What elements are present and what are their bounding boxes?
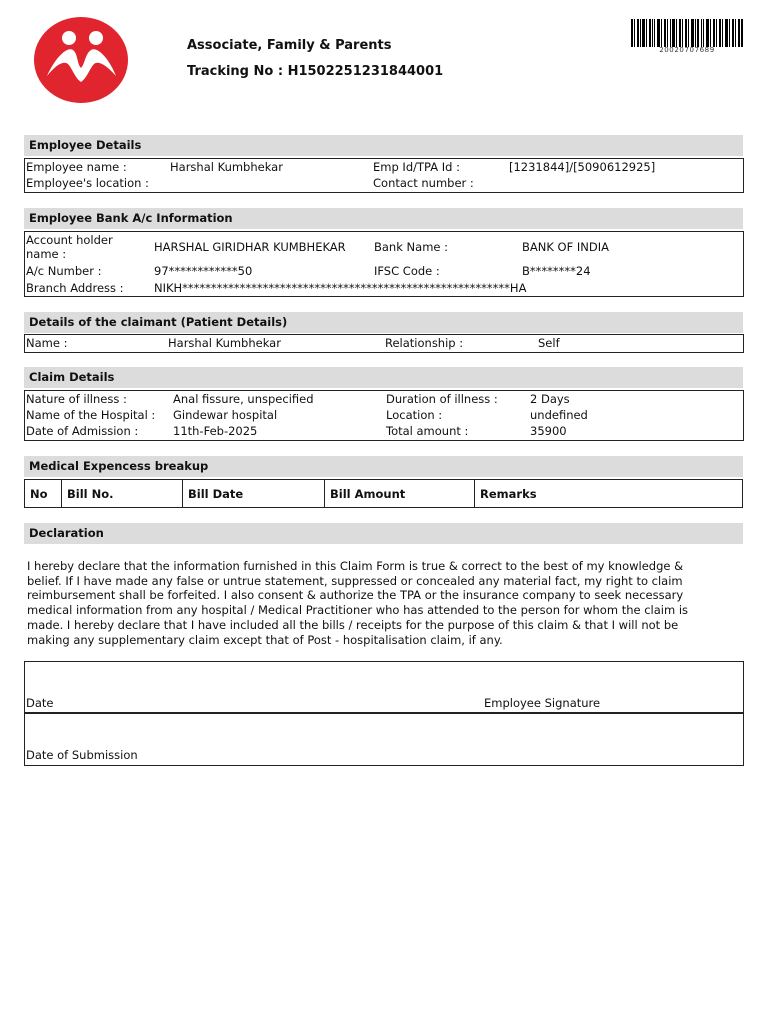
column-header: No bbox=[25, 480, 62, 508]
employee-signature-label: Employee Signature bbox=[484, 696, 601, 710]
claimant-details-box bbox=[24, 334, 744, 353]
illness-label: Nature of illness : bbox=[26, 392, 127, 406]
claim-details-box bbox=[24, 390, 744, 441]
account-holder-label-1: Account holder bbox=[26, 233, 113, 247]
account-number-value: 97************50 bbox=[154, 264, 253, 278]
form-title: Associate, Family & Parents bbox=[187, 38, 392, 53]
section-title: Employee Bank A/c Information bbox=[29, 211, 233, 225]
total-amount-value: 35900 bbox=[530, 424, 567, 438]
barcode-number: 20020707689 bbox=[659, 46, 715, 54]
section-title: Declaration bbox=[29, 526, 104, 540]
employee-name-value: Harshal Kumbhekar bbox=[170, 160, 283, 174]
branch-address-value: NIKH*********************************************************HA bbox=[154, 281, 527, 295]
ifsc-value: B********24 bbox=[522, 264, 591, 278]
account-holder-value: HARSHAL GIRIDHAR KUMBHEKAR bbox=[154, 240, 346, 254]
contact-number-label: Contact number : bbox=[373, 176, 474, 190]
section-title: Claim Details bbox=[29, 370, 115, 384]
emp-id-label: Emp Id/TPA Id : bbox=[373, 160, 460, 174]
hospital-label: Name of the Hospital : bbox=[26, 408, 156, 422]
bank-info-box bbox=[24, 231, 744, 297]
claimant-details-header bbox=[24, 312, 743, 333]
branch-address-label: Branch Address : bbox=[26, 281, 124, 295]
claimant-name-label: Name : bbox=[26, 336, 68, 350]
employee-details-box bbox=[24, 158, 744, 193]
column-header: Bill Amount bbox=[325, 480, 475, 508]
tracking-number: Tracking No : H1502251231844001 bbox=[187, 64, 444, 79]
total-amount-label: Total amount : bbox=[386, 424, 469, 438]
hospital-value: Gindewar hospital bbox=[173, 408, 278, 422]
bank-name-value: BANK OF INDIA bbox=[522, 240, 609, 254]
date-label: Date bbox=[26, 696, 54, 710]
column-header: Bill No. bbox=[62, 480, 183, 508]
bank-info-header bbox=[24, 208, 743, 229]
declaration-text: I hereby declare that the information furnished in this Claim Form is true & correct to the best of my knowledge & belief. If I have made any false or untrue statement, suppressed or concealed any material fact, my right to claim reimbursement shall be forfeited. I also consent & authorize the TPA or the insurance company to seek necessary medical information from any hospital / Medical Practitioner who has attended to the person for whom the claim is made. I hereby declare that I have included all the bills / receipts for the purpose of this claim & that I will not be making any supplementary claim except that of Post - hospitalisation claim, if any. bbox=[27, 559, 689, 647]
medical-expenses-header bbox=[24, 456, 743, 477]
location-label: Location : bbox=[386, 408, 443, 422]
signature-box bbox=[24, 661, 744, 714]
ifsc-label: IFSC Code : bbox=[374, 264, 440, 278]
employee-details-header bbox=[24, 135, 743, 156]
duration-value: 2 Days bbox=[530, 392, 570, 406]
account-number-label: A/c Number : bbox=[26, 264, 102, 278]
admission-label: Date of Admission : bbox=[26, 424, 139, 438]
declaration-header bbox=[24, 523, 743, 544]
employee-location-label: Employee's location : bbox=[26, 176, 149, 190]
bank-name-label: Bank Name : bbox=[374, 240, 448, 254]
illness-value: Anal fissure, unspecified bbox=[173, 392, 314, 406]
duration-label: Duration of illness : bbox=[386, 392, 498, 406]
relationship-label: Relationship : bbox=[385, 336, 464, 350]
date-of-submission-label: Date of Submission bbox=[26, 748, 138, 762]
claimant-name-value: Harshal Kumbhekar bbox=[168, 336, 281, 350]
table-header-row bbox=[25, 480, 743, 508]
location-value: undefined bbox=[530, 408, 588, 422]
medical-expenses-table bbox=[24, 479, 743, 508]
submission-date-box bbox=[24, 712, 744, 766]
relationship-value: Self bbox=[538, 336, 560, 350]
emp-id-value: [1231844]/[5090612925] bbox=[509, 160, 656, 174]
barcode-image bbox=[631, 19, 743, 47]
section-title: Employee Details bbox=[29, 138, 142, 152]
employee-name-label: Employee name : bbox=[26, 160, 127, 174]
column-header: Remarks bbox=[475, 480, 743, 508]
claim-details-header bbox=[24, 367, 743, 388]
account-holder-label-2: name : bbox=[26, 247, 67, 261]
section-title: Details of the claimant (Patient Details) bbox=[29, 315, 288, 329]
company-logo bbox=[33, 16, 129, 104]
section-title: Medical Expencess breakup bbox=[29, 459, 209, 473]
admission-value: 11th-Feb-2025 bbox=[173, 424, 258, 438]
column-header: Bill Date bbox=[183, 480, 325, 508]
